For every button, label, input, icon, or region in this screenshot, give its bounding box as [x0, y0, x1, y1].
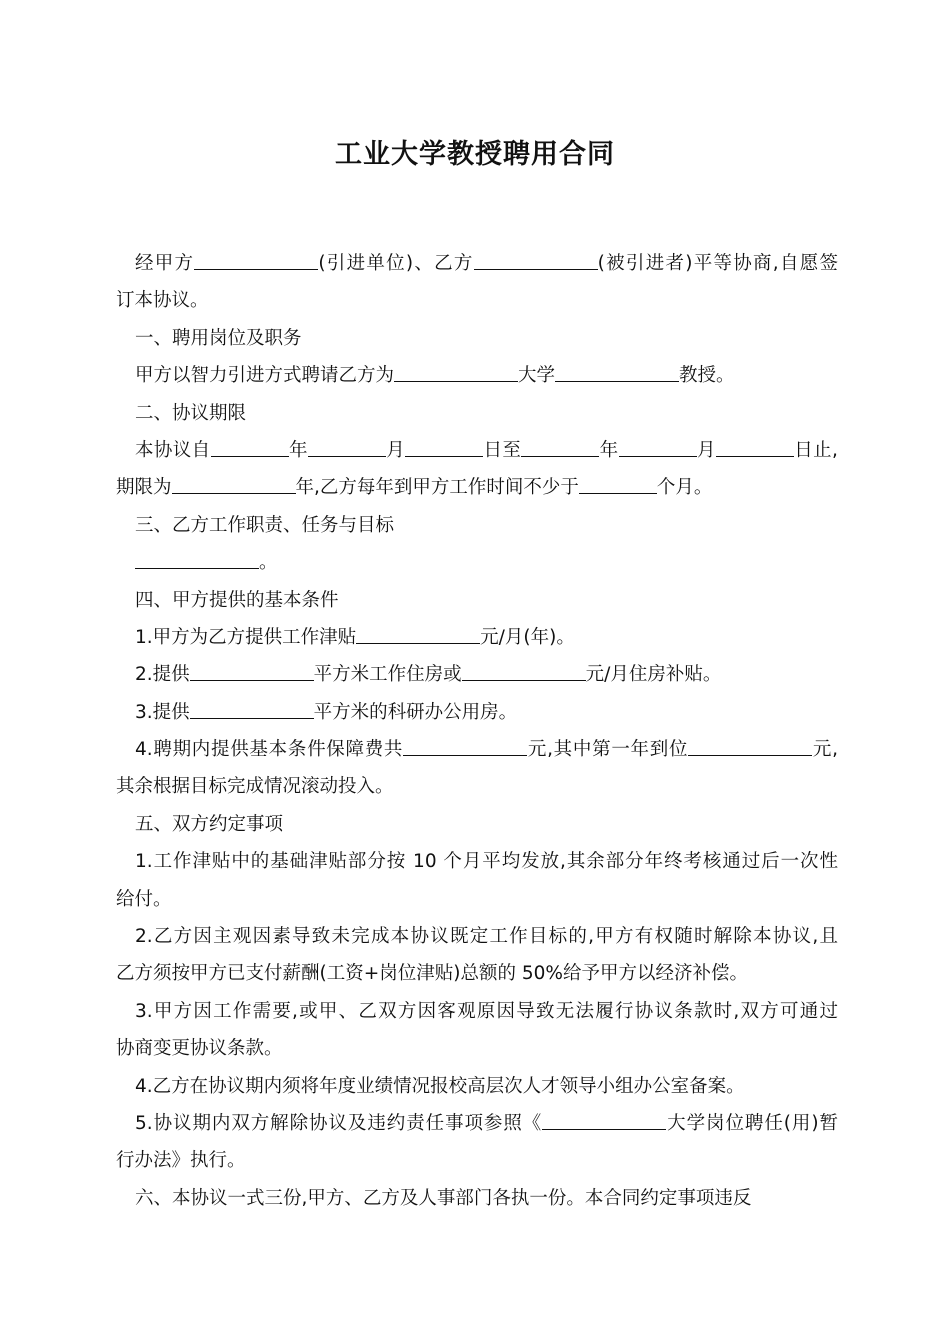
intro-paragraph: 经甲方 (引进单位)、乙方 (被引进者)平等协商,自愿签 [135, 253, 838, 274]
agreement-2: 2.乙方因主观因素导致未完成本协议既定工作目标的,甲方有权随时解除本协议,且 [135, 926, 838, 948]
duration-blank[interactable] [172, 476, 296, 495]
office-area-blank[interactable] [190, 700, 314, 719]
position-paragraph: 甲方以智力引进方式聘请乙方为 大学 教授。 [135, 365, 735, 387]
agreement-4: 4.乙方在协议期内须将年度业绩情况报校高层次人才领导小组办公室备案。 [135, 1075, 745, 1097]
condition-2: 2.提供 平方米工作住房或 元/月住房补贴。 [135, 664, 722, 686]
condition-1: 1.甲方为乙方提供工作津贴 元/月(年)。 [135, 626, 575, 648]
section-1-heading: 一、聘用岗位及职务 [135, 327, 302, 349]
condition-3: 3.提供 平方米的科研办公用房。 [135, 701, 518, 723]
section-3-heading: 三、乙方工作职责、任务与目标 [135, 514, 395, 536]
support-fee-blank[interactable] [403, 738, 527, 757]
section-6-heading: 六、本协议一式三份,甲方、乙方及人事部门各执一份。本合同约定事项违反 [135, 1187, 752, 1209]
intro-paragraph-cont: 订本协议。 [116, 290, 209, 312]
end-year-blank[interactable] [521, 438, 599, 457]
contract-body [116, 245, 838, 1217]
regulation-university-blank[interactable] [542, 1111, 666, 1130]
agreement-5-cont: 行办法》执行。 [116, 1150, 246, 1172]
end-month-blank[interactable] [619, 438, 697, 457]
section-5-heading: 五、双方约定事项 [135, 813, 284, 835]
months-blank[interactable] [579, 476, 657, 495]
document-title: 工业大学教授聘用合同 [335, 139, 615, 170]
agreement-1-cont: 给付。 [116, 888, 172, 910]
agreement-1: 1.工作津贴中的基础津贴部分按 10 个月平均发放,其余部分年终考核通过后一次性 [135, 851, 838, 873]
party-a-blank[interactable] [194, 251, 318, 270]
end-day-blank[interactable] [716, 438, 794, 457]
first-year-fee-blank[interactable] [688, 738, 812, 757]
allowance-blank[interactable] [356, 625, 480, 644]
term-paragraph-cont: 期限为 年,乙方每年到甲方工作时间不少于 个月。 [116, 477, 713, 499]
term-paragraph: 本协议自 年 月 日至 年 月 日止, [135, 439, 838, 461]
duties-paragraph: 。 [116, 544, 838, 581]
agreement-3: 3.甲方因工作需要,或甲、乙双方因客观原因导致无法履行协议条款时,双方可通过 [135, 1000, 838, 1022]
section-4-heading: 四、甲方提供的基本条件 [135, 589, 339, 611]
condition-4: 4.聘期内提供基本条件保障费共 元,其中第一年到位 元, [135, 739, 838, 761]
start-day-blank[interactable] [405, 438, 483, 457]
housing-subsidy-blank[interactable] [462, 663, 586, 682]
agreement-3-cont: 协商变更协议条款。 [116, 1038, 283, 1060]
agreement-2-cont: 乙方须按甲方已支付薪酬(工资+岗位津贴)总额的 50%给予甲方以经济补偿。 [116, 963, 748, 985]
professor-blank[interactable] [555, 364, 679, 383]
party-b-blank[interactable] [474, 251, 598, 270]
university-blank[interactable] [394, 364, 518, 383]
section-2-heading: 二、协议期限 [135, 402, 247, 424]
agreement-5: 5.协议期内双方解除协议及违约责任事项参照《 大学岗位聘任(用)暂 [135, 1112, 838, 1134]
condition-4-cont: 其余根据目标完成情况滚动投入。 [116, 776, 394, 798]
start-month-blank[interactable] [308, 438, 386, 457]
start-year-blank[interactable] [211, 438, 289, 457]
housing-area-blank[interactable] [190, 663, 314, 682]
duties-blank[interactable] [135, 551, 259, 570]
